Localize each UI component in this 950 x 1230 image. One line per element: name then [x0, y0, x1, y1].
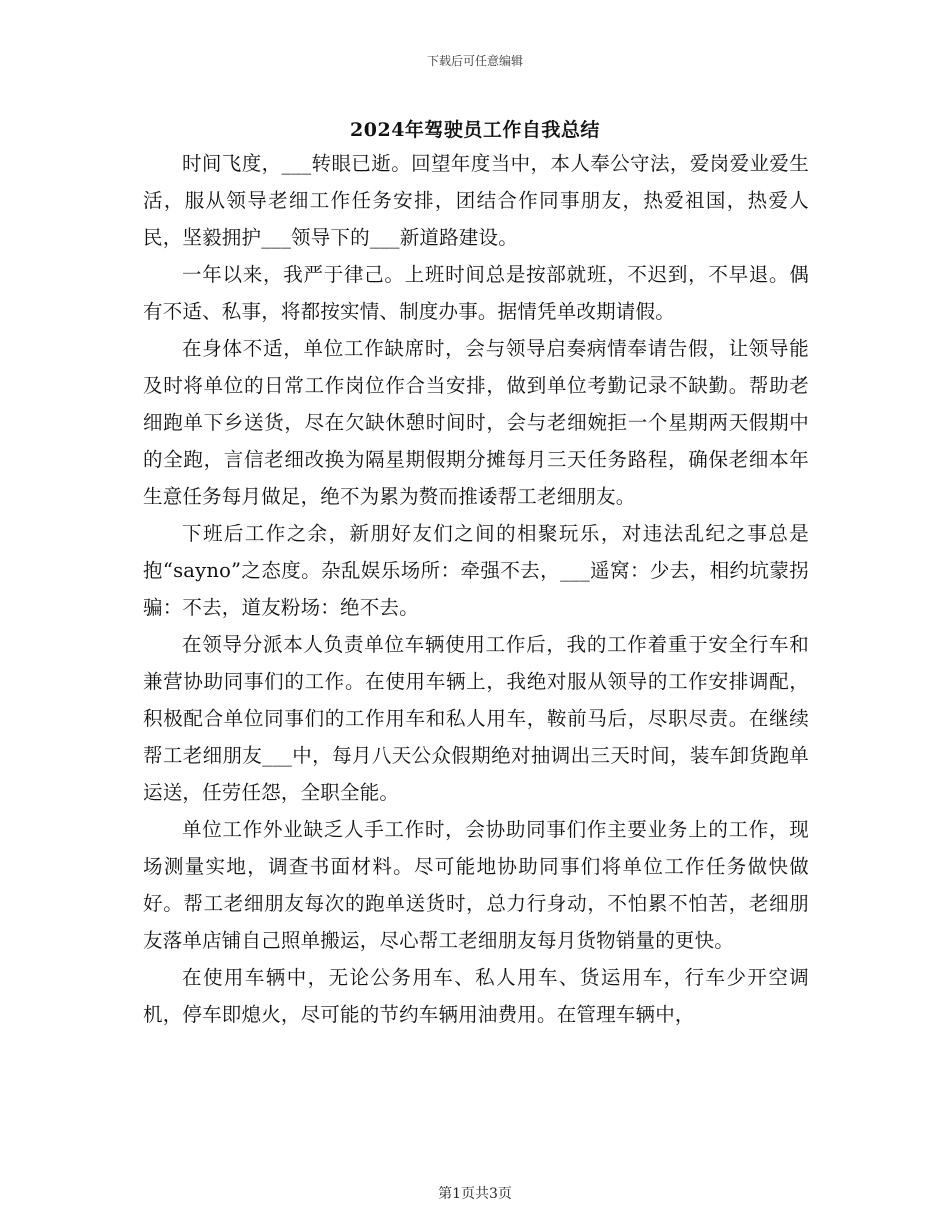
document-title: 2024年驾驶员工作自我总结	[350, 119, 600, 141]
paragraph: 单位工作外业缺乏人手工作时，会协助同事们作主要业务上的工作，现场测量实地，调查书面材料。尽可能地协助同事们将单位工作任务做快做好。帮工老细朋友每次的跑单送货时，总力行身动，不怕累不怕苦，老细朋友落单店铺自己照单搬运，尽心帮工老细朋友每月货物销量的更快。	[143, 818, 809, 952]
paragraph: 在领导分派本人负责单位车辆使用工作后，我的工作着重于安全行车和兼营协助同事们的工作。在使用车辆上，我绝对服从领导的工作安排调配，积极配合单位同事们的工作用车和私人用车，鞍前马后，尽职尽责。在继续帮工老细朋友___中，每月八天公众假期绝对抽调出三天时间，装车卸货跑单运送，任劳任怨，全职全能。	[143, 633, 809, 804]
paragraph: 在身体不适，单位工作缺席时，会与领导启奏病情奉请告假，让领导能及时将单位的日常工作岗位作合当安排，做到单位考勤记录不缺勤。帮助老细跑单下乡送货，尽在欠缺休憩时间时，会与老细婉拒一个星期两天假期中的全跑，言信老细改换为隔星期假期分摊每月三天任务路程，确保老细本年生意任务每月做足，绝不为累为赘而推诿帮工老细朋友。	[143, 337, 809, 508]
page-footer: 第1页共3页	[438, 1186, 512, 1202]
paragraph: 时间飞度，___转眼已逝。回望年度当中，本人奉公守法，爱岗爱业爱生活，服从领导老细工作任务安排，团结合作同事朋友，热爱祖国，热爱人民，坚毅拥护___领导下的___新道路建设。	[143, 152, 809, 249]
paragraph: 一年以来，我严于律己。上班时间总是按部就班，不迟到，不早退。偶有不适、私事，将都按实情、制度办事。据情凭单改期请假。	[143, 263, 809, 323]
paragraph: 在使用车辆中，无论公务用车、私人用车、货运用车，行车少开空调机，停车即熄火，尽可能的节约车辆用油费用。在管理车辆中，	[143, 966, 809, 1026]
document-body	[143, 145, 809, 1033]
page-header: 下载后可任意编辑	[426, 54, 523, 68]
paragraph: 下班后工作之余，新朋好友们之间的相聚玩乐，对违法乱纪之事总是抱“sayno”之态度。杂乱娱乐场所：牵强不去，___遥窝：少去，相约坑蒙拐骗：不去，道友粉场：绝不去。	[143, 522, 809, 619]
